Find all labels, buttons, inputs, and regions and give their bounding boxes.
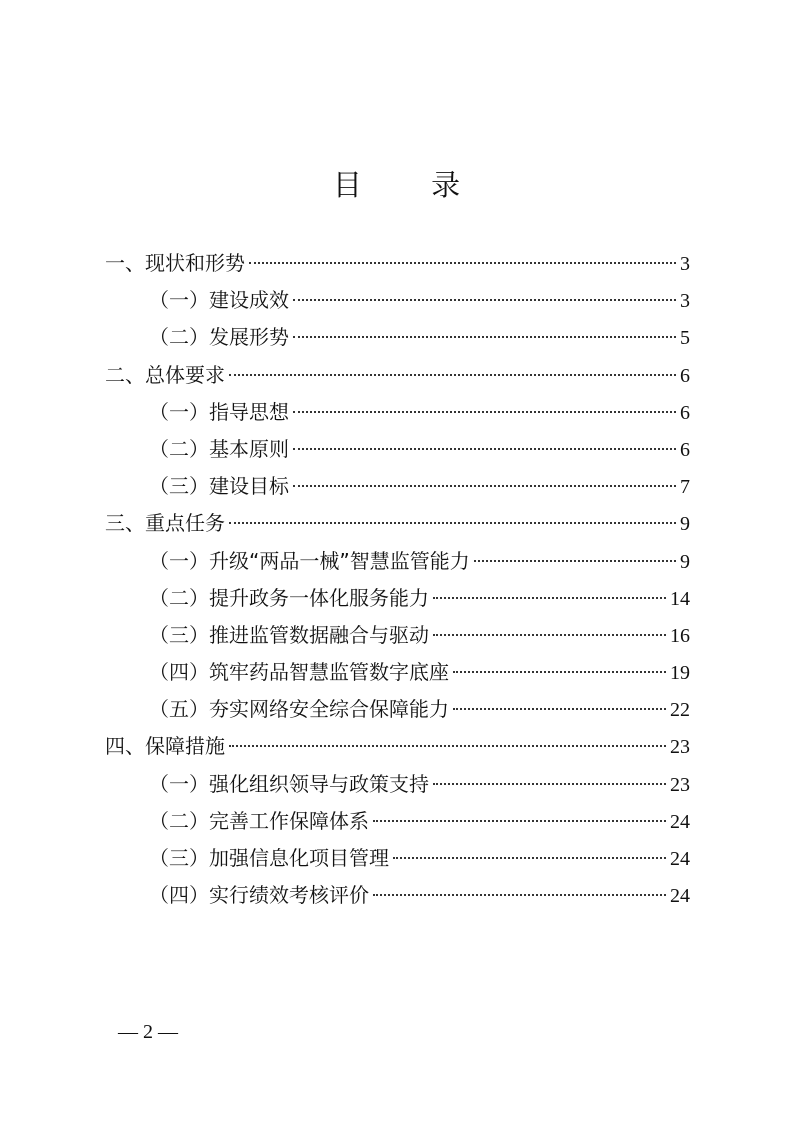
toc-entry[interactable] [105, 431, 690, 468]
dot-leader [249, 262, 676, 264]
toc-entry-page: 6 [680, 364, 690, 387]
toc-entry-label: （三）加强信息化项目管理 [149, 846, 389, 870]
dot-leader [433, 783, 666, 785]
toc-entry[interactable] [105, 728, 690, 765]
toc-entry[interactable] [105, 505, 690, 542]
dot-leader [373, 820, 666, 822]
toc-entry[interactable] [105, 580, 690, 617]
toc-entry-label: （一）指导思想 [149, 399, 289, 424]
dot-leader [433, 597, 666, 599]
toc-entry[interactable] [105, 766, 690, 803]
toc-entry-page: 14 [670, 587, 690, 610]
toc-entry-page: 19 [670, 662, 690, 685]
toc-entry-label: （三）建设目标 [149, 474, 289, 499]
dot-leader [293, 485, 676, 487]
toc-entry[interactable] [105, 468, 690, 505]
page-title: 目 录 [332, 168, 491, 202]
toc-entry[interactable] [105, 877, 690, 914]
toc-entry-page: 7 [680, 476, 690, 499]
table-of-contents [105, 245, 690, 914]
dot-leader [433, 634, 666, 636]
toc-entry-page: 3 [680, 253, 690, 275]
toc-entry-label: 一、现状和形势 [105, 251, 245, 275]
toc-entry[interactable] [105, 357, 690, 394]
toc-entry[interactable] [105, 394, 690, 431]
toc-entry-label: （二）发展形势 [149, 325, 289, 350]
toc-entry[interactable] [105, 282, 690, 319]
dot-leader [229, 745, 666, 747]
toc-entry-page: 22 [670, 699, 690, 722]
dot-leader [293, 448, 676, 450]
toc-entry-label: （五）夯实网络安全综合保障能力 [149, 697, 449, 722]
toc-entry-label: 二、总体要求 [105, 362, 225, 387]
toc-entry-label: （一）建设成效 [149, 288, 289, 313]
toc-entry-label: （四）筑牢药品智慧监管数字底座 [149, 660, 449, 685]
toc-entry-label: （一）升级“两品一械”智慧监管能力 [149, 548, 470, 573]
toc-entry[interactable] [105, 691, 690, 728]
toc-entry-page: 23 [670, 773, 690, 796]
toc-entry-page: 3 [680, 290, 690, 313]
dot-leader [293, 336, 676, 338]
toc-entry[interactable] [105, 654, 690, 691]
toc-entry-label: 三、重点任务 [105, 511, 225, 536]
page-number: — 2 — [118, 1021, 178, 1043]
toc-entry-page: 6 [680, 438, 690, 461]
toc-entry-page: 24 [670, 848, 690, 870]
dot-leader [373, 894, 666, 896]
toc-entry-page: 9 [680, 550, 690, 573]
toc-entry-page: 23 [670, 736, 690, 759]
toc-entry-label: （三）推进监管数据融合与驱动 [149, 622, 429, 647]
toc-entry[interactable] [105, 543, 690, 580]
dot-leader [229, 374, 676, 376]
toc-entry-label: （一）强化组织领导与政策支持 [149, 771, 429, 796]
dot-leader [229, 522, 676, 524]
toc-entry-page: 9 [680, 513, 690, 536]
toc-entry[interactable] [105, 840, 690, 877]
dot-leader [453, 708, 666, 710]
toc-entry[interactable] [105, 245, 690, 282]
toc-entry-page: 5 [680, 327, 690, 350]
toc-entry-label: （二）完善工作保障体系 [149, 808, 369, 833]
toc-entry-label: （二）提升政务一体化服务能力 [149, 585, 429, 610]
toc-entry[interactable] [105, 803, 690, 840]
toc-entry-page: 16 [670, 624, 690, 647]
toc-entry-page: 24 [670, 885, 690, 908]
toc-entry-page: 24 [670, 810, 690, 833]
toc-entry-page: 6 [680, 401, 690, 424]
dot-leader [453, 671, 666, 673]
toc-entry[interactable] [105, 617, 690, 654]
toc-entry-label: 四、保障措施 [105, 734, 225, 759]
toc-entry[interactable] [105, 319, 690, 356]
dot-leader [474, 560, 676, 562]
dot-leader [293, 299, 676, 301]
dot-leader [293, 411, 676, 413]
dot-leader [393, 857, 666, 859]
toc-entry-label: （二）基本原则 [149, 436, 289, 461]
toc-entry-label: （四）实行绩效考核评价 [149, 883, 369, 908]
